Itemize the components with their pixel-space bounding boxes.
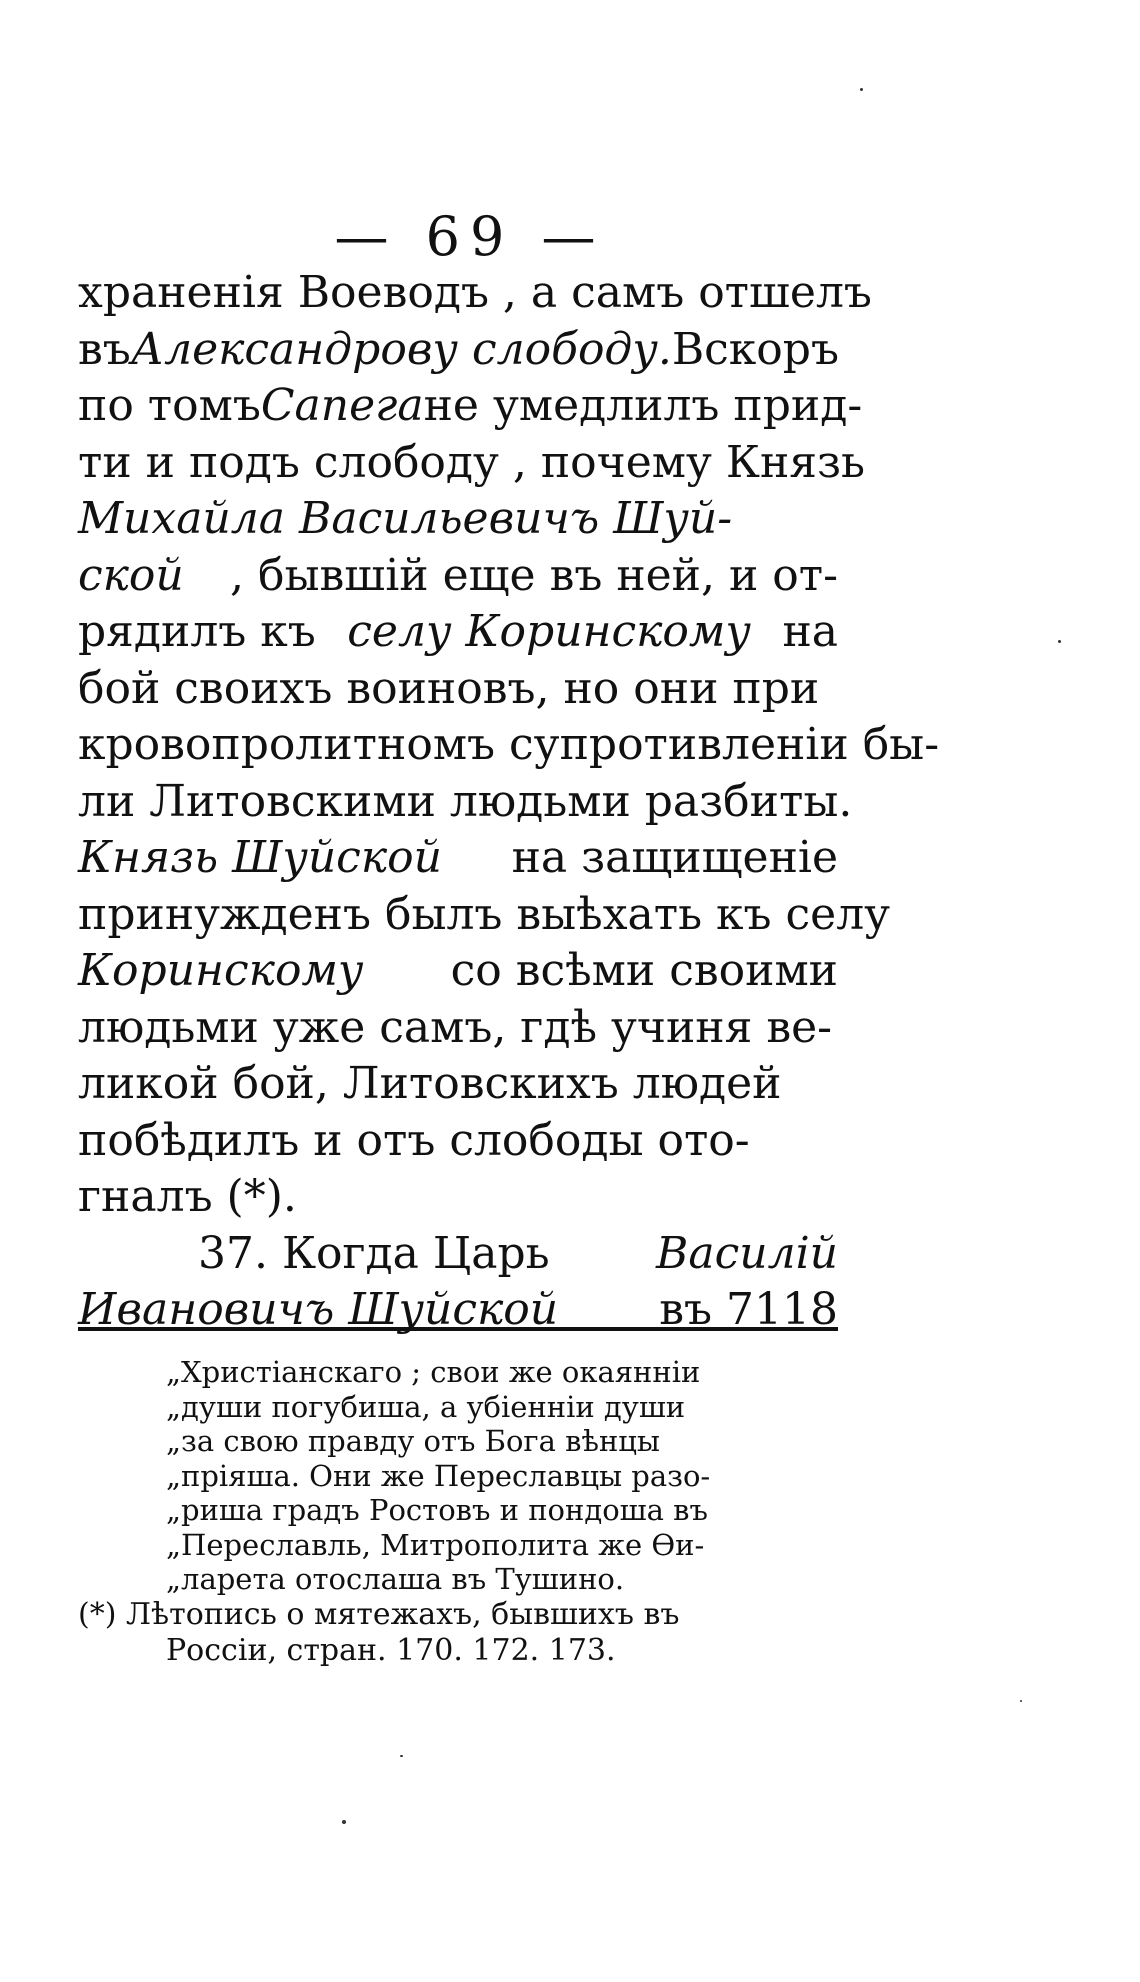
footnote-text-line2: Россіи, стран. 170. 172. 173. <box>166 1632 616 1668</box>
text-segment: въ <box>78 323 131 375</box>
text-line <box>78 435 865 492</box>
text-segment: ли Литовскими людьми разбиты. <box>78 775 853 827</box>
footnote-continuation <box>78 1355 838 1597</box>
text-segment: людьми уже самъ, гдѣ учиня ве- <box>78 1001 833 1053</box>
main-text <box>78 265 940 1339</box>
footnote-separator <box>78 1327 838 1331</box>
text-line <box>78 491 838 548</box>
text-segment: въ 7118 <box>659 1284 838 1335</box>
italic-name: селу Коринскому <box>347 606 751 657</box>
footnote-line: „Христіанскаго ; свои же окаянніи <box>166 1355 701 1389</box>
footnote-marker: (*) <box>78 1596 117 1632</box>
italic-name: Александрову слободу. <box>130 323 672 375</box>
text-segment: побѣдилъ и отъ слободы ото- <box>78 1114 750 1166</box>
text-line <box>78 322 838 379</box>
text-line <box>78 1000 838 1057</box>
scan-speck <box>860 88 863 91</box>
italic-name: Коринскому <box>78 945 364 996</box>
text-segment: на <box>782 606 838 657</box>
italic-name: Василій <box>656 1227 838 1279</box>
footnote-line: „за свою правду отъ Бога вѣнцы <box>166 1424 661 1458</box>
text-segment: , бывшій еще въ ней, и от- <box>230 549 838 601</box>
text-line <box>78 378 863 435</box>
text-line <box>78 774 853 831</box>
footnote-line: „пріяша. Они же Переславцы разо- <box>166 1458 711 1493</box>
footnote-text-line1: Лѣтопись о мятежахъ, бывшихъ въ <box>125 1596 680 1632</box>
italic-name: Ивановичъ Шуйской <box>78 1284 559 1335</box>
text-segment: по томъ <box>78 380 261 431</box>
italic-name: Михайла Васильевичъ Шуй- <box>78 493 733 544</box>
text-line <box>78 1056 838 1113</box>
text-line <box>78 717 940 774</box>
text-segment: кровопролитномъ супротивленіи бы- <box>78 719 940 770</box>
text-line <box>78 1113 838 1170</box>
text-segment: гналъ (*). <box>78 1171 297 1222</box>
text-line <box>78 830 838 887</box>
footnote-line: „риша градъ Ростовъ и пондоша въ <box>166 1493 708 1527</box>
text-segment: не умедлилъ прид- <box>423 380 863 431</box>
text-segment: 37. Когда Царь <box>198 1227 550 1279</box>
page-number: — 69 — <box>334 205 606 268</box>
scan-speck <box>400 1755 403 1757</box>
footnote-reference <box>78 1597 838 1633</box>
footnote-line: „ларета отослаша въ Тушино. <box>166 1562 625 1596</box>
footnote-line: „Переславль, Митрополита же Ѳи- <box>166 1527 705 1562</box>
text-segment: со всѣми своими <box>450 945 838 996</box>
scan-speck <box>1058 640 1061 643</box>
text-segment: рядилъ къ <box>78 606 316 657</box>
text-segment: храненія Воеводъ , а самъ отшелъ <box>78 267 872 318</box>
text-segment: на защищеніе <box>511 832 838 883</box>
footnote-line: „души погубиша, а убіенніи души <box>166 1389 686 1424</box>
italic-name: Сапега <box>260 380 424 431</box>
text-line <box>78 604 838 661</box>
text-line <box>78 943 838 1000</box>
text-line <box>78 1226 838 1283</box>
text-line <box>78 887 891 944</box>
italic-name: Князь Шуйской <box>78 832 442 883</box>
text-line <box>78 548 838 605</box>
scan-speck <box>342 1820 346 1824</box>
text-segment: ти и подъ слободу , почему Князь <box>78 436 865 488</box>
text-line <box>78 661 838 718</box>
italic-name: ской <box>78 549 184 601</box>
text-line <box>78 1169 838 1226</box>
text-line <box>78 265 872 322</box>
text-segment: бой своихъ воиновъ, но они при <box>78 662 820 714</box>
scan-speck <box>1020 1700 1022 1702</box>
text-segment: Вскоръ <box>671 323 839 375</box>
text-segment: ликой бой, Литовскихъ людей <box>78 1058 782 1109</box>
text-segment: принужденъ былъ выѣхать къ селу <box>78 888 891 940</box>
footnotes <box>78 1355 838 1669</box>
